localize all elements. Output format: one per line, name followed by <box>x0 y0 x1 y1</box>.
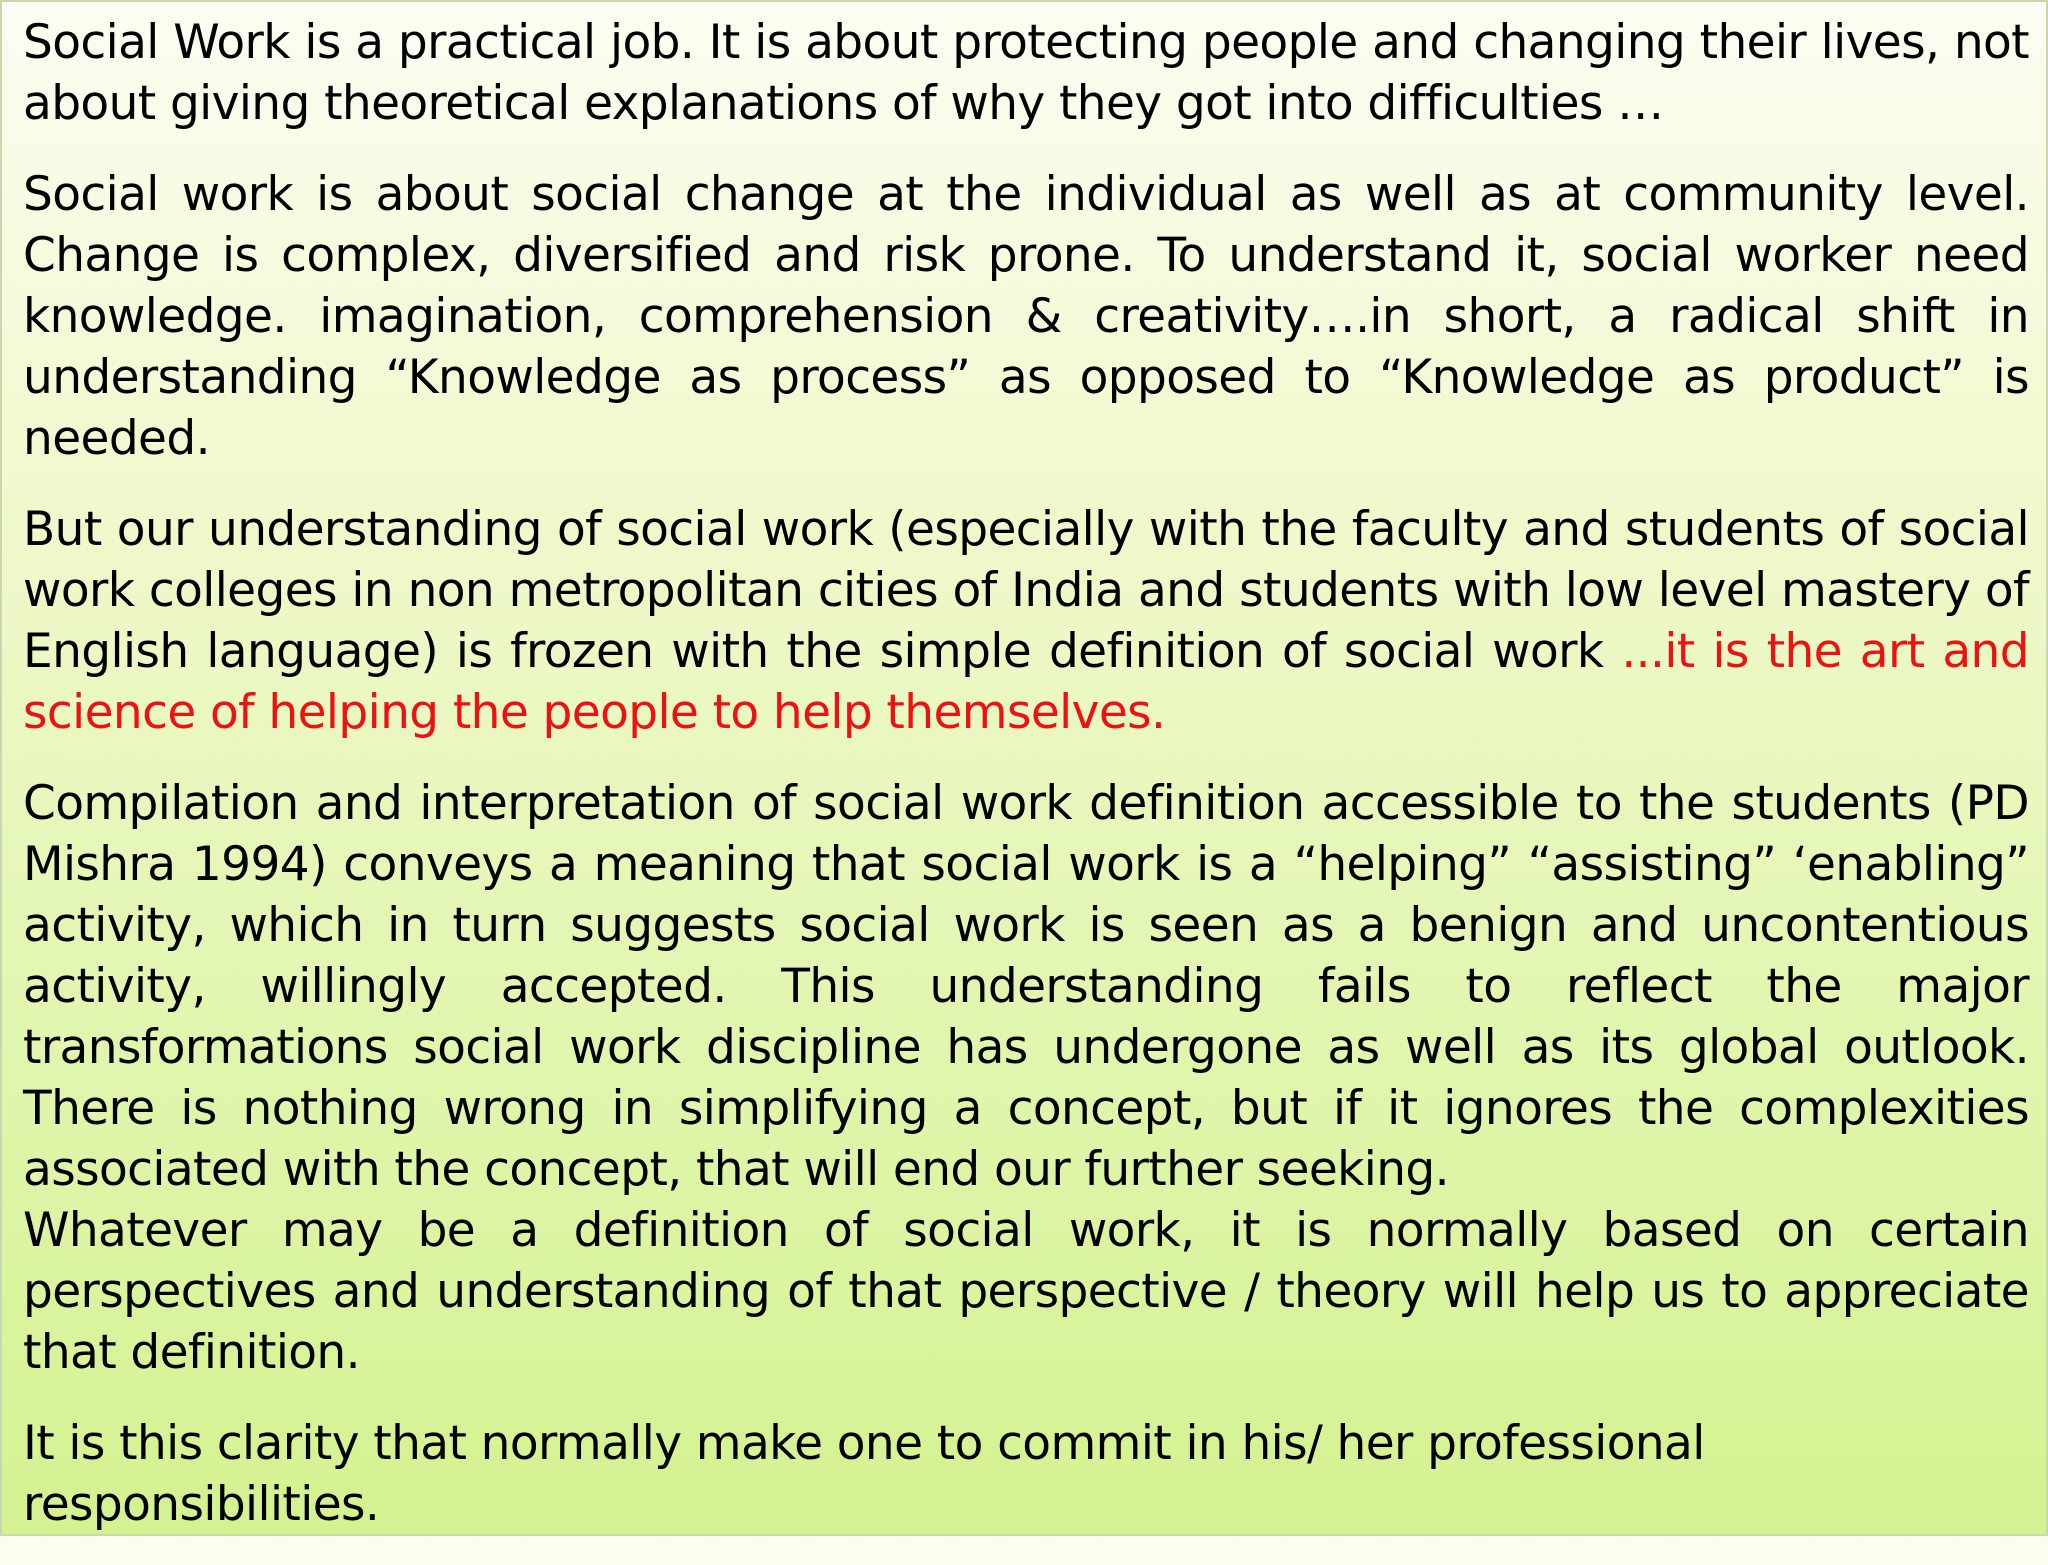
paragraph-perspectives: Whatever may be a definition of social work, it is normally based on certain perspectives and understanding of that perspective / theory will help us to appreciate that definition. <box>23 1203 2029 1380</box>
paragraph-understanding-text: But our understanding of social work (especially with the faculty and students of social work colleges in non metropolitan cities of India and students with low level mastery of English language) is frozen with the simple definition of social work <box>23 502 2029 679</box>
slide-body <box>23 12 2029 1565</box>
paragraph-practical-job: Social Work is a practical job. It is about protecting people and changing their lives, not about giving theoretical explanations of why they got into difficulties … <box>23 15 2029 131</box>
definition-highlight: ...it is the art and science of helping the people to help themselves. <box>23 624 2029 740</box>
paragraph-social-change: Social work is about social change at the individual as well as at community level. Change is complex, diversified and risk prone. To understand it, social worker need knowledge. imagination, comprehension & creativity….in short, a radical shift in understanding “Knowledge as process” as opposed to “Knowledge as product” is needed. <box>23 167 2029 466</box>
paragraph-clarity: It is this clarity that normally make one to commit in his/ her professional responsibilities. <box>23 1416 1705 1532</box>
paragraph-compilation: Compilation and interpretation of social work definition accessible to the students (PD Mishra 1994) conveys a meaning that social work is a “helping” “assisting” ‘enabling” activity, which in turn suggests social work is seen as a benign and uncontentious activity, willingly accepted. This understanding fails to reflect the major transformations social work discipline has undergone as well as its global outlook. There is nothing wrong in simplifying a concept, but if it ignores the complexities associated with the concept, that will end our further seeking. <box>23 776 2029 1197</box>
paragraph-understanding <box>23 499 2029 743</box>
